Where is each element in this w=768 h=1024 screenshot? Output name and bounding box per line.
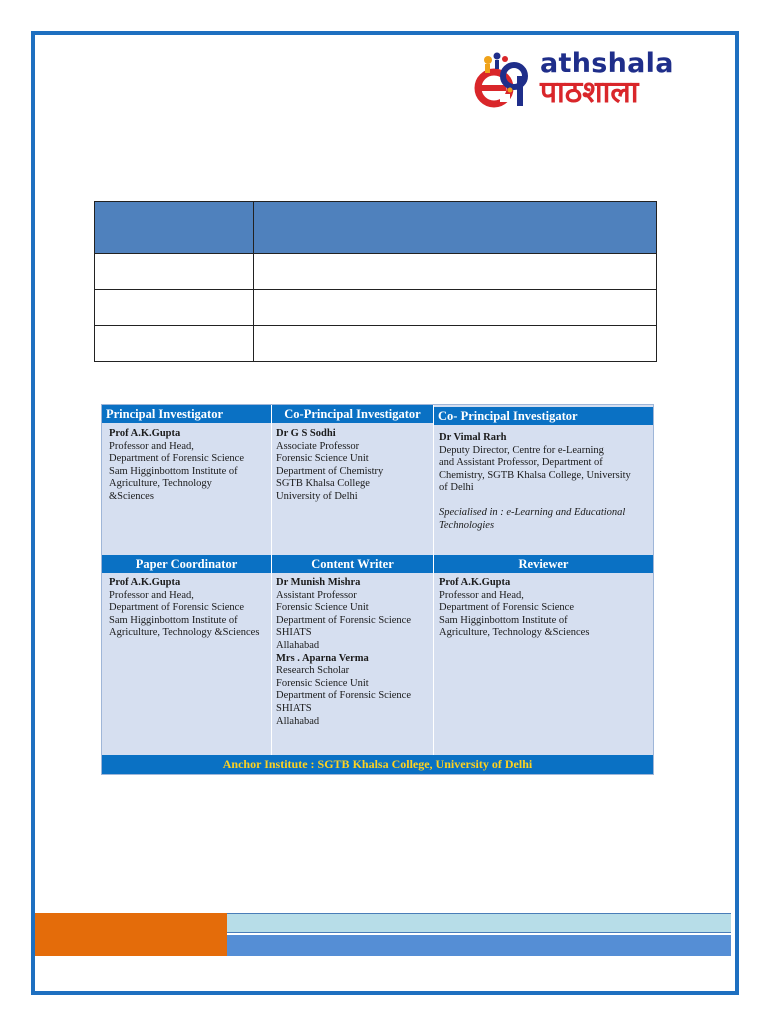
detail-line: Sam Higginbottom Institute of [439, 614, 568, 626]
person-name: Mrs . Aparna Verma [276, 652, 369, 664]
detail-line: and Assistant Professor, Department of [439, 457, 603, 469]
detail-line: Chemistry, SGTB Khalsa College, University [439, 469, 631, 481]
table-cell [254, 254, 657, 290]
detail-line: Allahabad [276, 715, 320, 727]
credits-panel [101, 404, 654, 775]
detail-line: Sam Higginbottom Institute of [109, 614, 238, 626]
heading-reviewer: Reviewer [434, 555, 653, 573]
paper-coordinator-details [109, 577, 259, 640]
detail-line: Agriculture, Technology &Sciences [439, 627, 590, 639]
specialisation-note: Technologies [439, 519, 495, 531]
detail-line: Professor and Head, [439, 589, 524, 601]
person-name: Dr Vimal Rarh [439, 432, 507, 443]
person-name: Dr Munish Mishra [276, 577, 361, 588]
person-name: Prof A.K.Gupta [109, 428, 181, 439]
table-row [95, 290, 657, 326]
table-cell [95, 290, 254, 326]
table-header-cell [95, 202, 254, 254]
footer-blue-bar [227, 935, 731, 956]
anchor-institute-banner: Anchor Institute : SGTB Khalsa College, University of Delhi [102, 755, 653, 774]
co-principal-investigator-details [276, 428, 383, 504]
detail-line: Assistant Professor [276, 589, 357, 601]
table-cell [254, 290, 657, 326]
table-header-row [95, 202, 657, 254]
detail-line: Research Scholar [276, 665, 350, 677]
column-divider [433, 405, 434, 755]
detail-line: Professor and Head, [109, 589, 194, 601]
heading-co-principal-investigator-2: Co- Principal Investigator [434, 407, 653, 425]
detail-line: Agriculture, Technology &Sciences [109, 627, 260, 639]
detail-line: Forensic Science Unit [276, 453, 369, 465]
specialisation-note: Specialised in : e-Learning and Educational [439, 506, 626, 518]
logo-text-english: athshala [540, 48, 674, 79]
content-writer-details [276, 577, 411, 728]
detail-line: SHIATS [276, 702, 312, 714]
detail-line: Agriculture, Technology [109, 478, 212, 490]
detail-line: Department of Forensic Science [109, 602, 244, 614]
table-row [95, 326, 657, 362]
person-name: Prof A.K.Gupta [439, 577, 511, 588]
module-details-table [94, 201, 657, 362]
detail-line: Deputy Director, Centre for e-Learning [439, 444, 604, 456]
detail-line: Department of Forensic Science [276, 690, 411, 702]
detail-line: Professor and Head, [109, 440, 194, 452]
detail-line: Department of Chemistry [276, 465, 384, 477]
heading-co-principal-investigator: Co-Principal Investigator [272, 405, 433, 423]
co-principal-investigator-2-details [439, 432, 631, 532]
detail-line: Sam Higginbottom Institute of [109, 465, 238, 477]
detail-line: Department of Forensic Science [439, 602, 574, 614]
table-cell [95, 326, 254, 362]
footer-light-bar [227, 913, 731, 933]
detail-line: Forensic Science Unit [276, 677, 369, 689]
table-row [95, 254, 657, 290]
detail-line: Associate Professor [276, 440, 360, 452]
detail-line: SGTB Khalsa College [276, 478, 370, 490]
table-cell [254, 326, 657, 362]
heading-paper-coordinator: Paper Coordinator [102, 555, 271, 573]
table-header-cell [254, 202, 657, 254]
principal-investigator-details [109, 428, 244, 504]
detail-line: of Delhi [439, 482, 474, 494]
reviewer-details [439, 577, 589, 640]
column-divider [271, 405, 272, 755]
heading-principal-investigator: Principal Investigator [102, 405, 271, 423]
footer-orange-block [35, 913, 227, 956]
detail-line: &Sciences [109, 490, 154, 502]
logo-text-hindi: पाठशाला [540, 75, 639, 110]
detail-line: Department of Forensic Science [276, 614, 411, 626]
detail-line: SHIATS [276, 627, 312, 639]
detail-line: University of Delhi [276, 490, 358, 502]
epathshala-logo [470, 46, 692, 112]
detail-line: Department of Forensic Science [109, 453, 244, 465]
heading-content-writer: Content Writer [272, 555, 433, 573]
person-name: Prof A.K.Gupta [109, 577, 181, 588]
detail-line: Allahabad [276, 639, 320, 651]
e-pathshala-emblem-icon [470, 50, 530, 110]
detail-line: Forensic Science Unit [276, 602, 369, 614]
table-cell [95, 254, 254, 290]
person-name: Dr G S Sodhi [276, 428, 336, 439]
